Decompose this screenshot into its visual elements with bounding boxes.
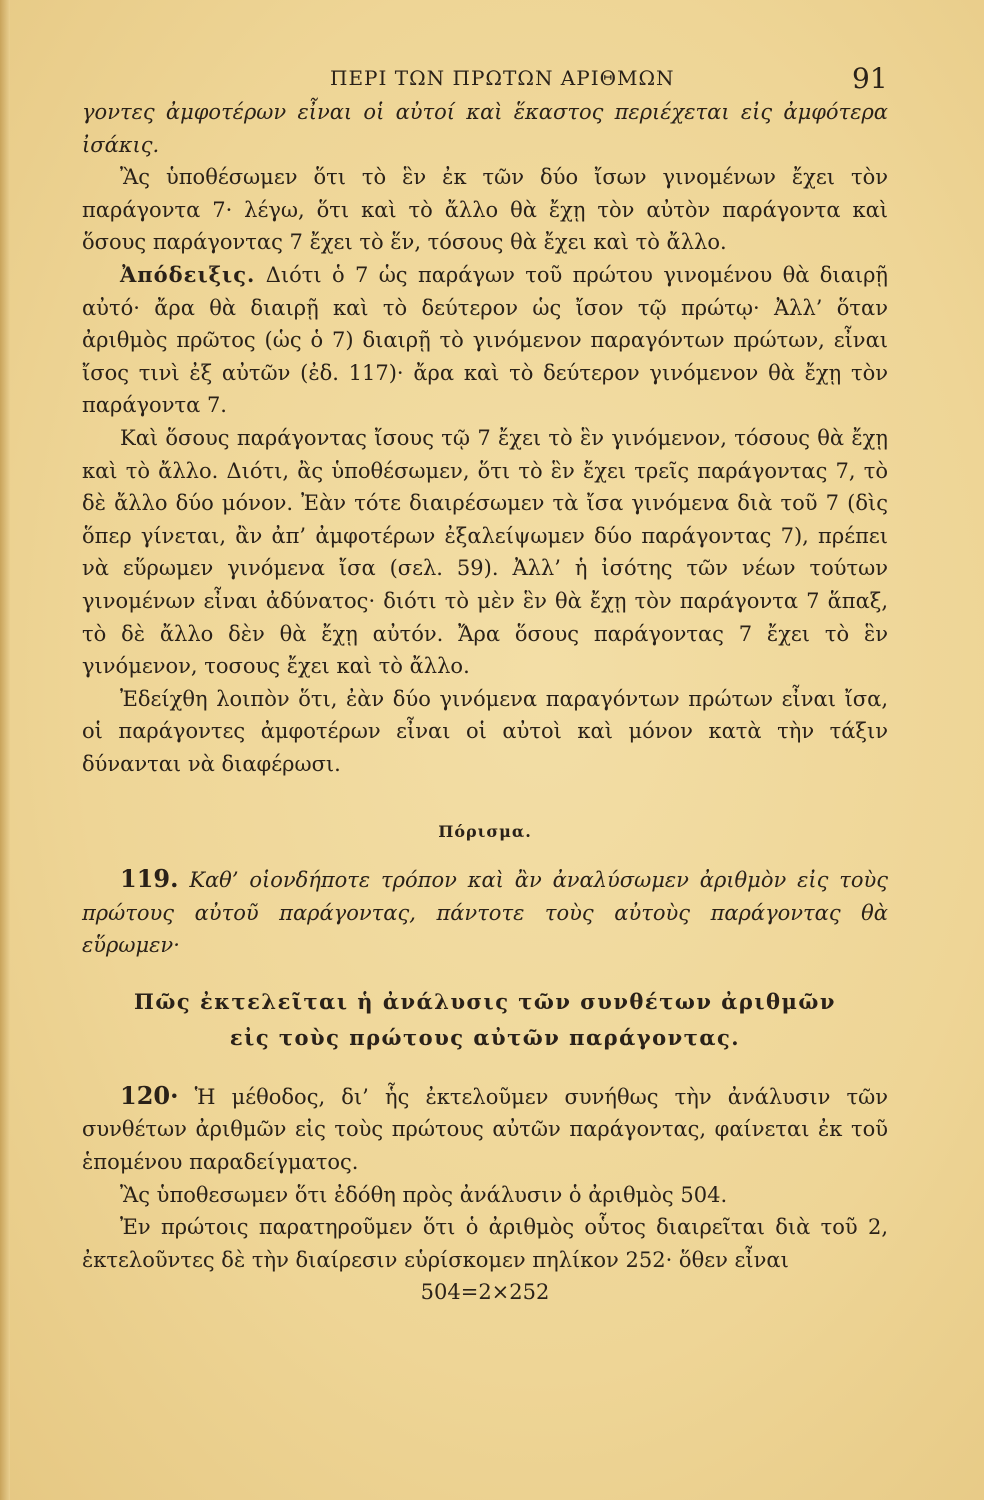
porisma-text: Καθ’ οἱονδήποτε τρόπον καὶ ἂν ἀναλύσωμεν ἀριθμὸν εἰς τοὺς πρώτους αὐτοῦ παράγοντας, πάντοτε τοὺς αὐτοὺς παράγοντας θὰ εὕρωμεν·: [82, 868, 888, 958]
paragraph-proof: [82, 259, 888, 422]
paragraph-hypothesis: Ἂς ὑποθέσωμεν ὅτι τὸ ἓν ἐκ τῶν δύο ἴσων γινομένων ἔχει τὸν παράγοντα 7· λέγω, ὅτι καὶ τὸ ἄλλο θὰ ἔχῃ τὸν αὐτὸν παράγοντα καὶ ὅσους παράγοντας 7 ἔχει τὸ ἕν, τόσους θὰ ἔχει καὶ τὸ ἄλλο.: [82, 165, 888, 255]
method-text: Ἡ μέθοδος, δι’ ἧς ἐκτελοῦμεν συνήθως τὴν ἀνάλυσιν τῶν συνθέτων ἀριθμῶν εἰς τοὺς πρώτους αὐτῶν παράγοντας, φαίνεται ἐκ τοῦ ἑπομένου παραδείγματος.: [82, 1084, 888, 1175]
page-spine-edge: [0, 0, 10, 1500]
section-title: [82, 984, 888, 1056]
equation: 504=2×252: [420, 1280, 550, 1305]
paragraph-division: Ἐν πρώτοις παρατηροῦμεν ὅτι ὁ ἀριθμὸς οὗτος διαιρεῖται διὰ τοῦ 2, ἐκτελοῦντες δὲ τὴν διαίρεσιν εὑρίσκομεν πηλίκον 252· ὅθεν εἶναι: [82, 1215, 888, 1272]
paragraph-example: Ἂς ὑποθεσωμεν ὅτι ἐδόθη πρὸς ἀνάλυσιν ὁ ἀριθμὸς 504.: [120, 1182, 728, 1207]
running-head: ΠΕΡΙ ΤΩΝ ΠΡΩΤΩΝ ΑΡΙΘΜΩΝ: [330, 66, 675, 90]
page-number: 91: [852, 62, 888, 95]
section-number: 120·: [120, 1080, 179, 1110]
section-title-line-2: εἰς τοὺς πρώτους αὐτῶν παράγοντας.: [229, 1024, 741, 1050]
page-body: [82, 96, 888, 1309]
porisma-number: 119.: [120, 864, 179, 894]
paragraph-method: [82, 1080, 888, 1179]
porisma-heading: Πόρισμα.: [438, 822, 532, 842]
paragraph-continuation: γοντες ἀμφοτέρων εἶναι οἱ αὐτοί καὶ ἕκαστος περιέχεται εἰς ἀμφότερα ἰσάκις.: [82, 100, 888, 157]
paragraph-conclusion: Ἐδείχθη λοιπὸν ὅτι, ἐὰν δύο γινόμενα παραγόντων πρώτων εἶναι ἴσα, οἱ παράγοντες ἀμφοτέρων εἶναι οἱ αὐτοὶ καὶ μόνον κατὰ τὴν τάξιν δύνανται νὰ διαφέρωσι.: [82, 686, 888, 776]
proof-label: Ἀπόδειξις.: [120, 261, 256, 287]
paragraph-count-argument: Καὶ ὅσους παράγοντας ἴσους τῷ 7 ἔχει τὸ ἓν γινόμενον, τόσους θὰ ἔχῃ καὶ τὸ ἄλλο. Διότι, ἂς ὑποθέσωμεν, ὅτι τὸ ἓν ἔχει τρεῖς παράγοντας 7, τὸ δὲ ἄλλο δύο μόνον. Ἐὰν τότε διαιρέσωμεν τὰ ἴσα γινόμενα διὰ τοῦ 7 (δὶς ὅπερ γίνεται, ἂν ἀπ’ ἀμφοτέρων ἐξαλείψωμεν δύο παράγοντας 7), πρέπει νὰ εὕρωμεν γινόμενα ἴσα (σελ. 59). Ἀλλ’ ἡ ἰσότης τῶν νέων τούτων γινομένων εἶναι ἀδύνατος· διότι τὸ μὲν ἓν θὰ ἔχῃ τὸν παράγοντα 7 ἅπαξ, τὸ δὲ ἄλλο δὲν θὰ ἔχῃ αὐτόν. Ἄρα ὅσους παράγοντας 7 ἔχει τὸ ἓν γινόμενον, τοσους ἔχει καὶ τὸ ἄλλο.: [82, 425, 888, 679]
proof-text: Διότι ὁ 7 ὡς παράγων τοῦ πρώτου γινομένου θὰ διαιρῇ αὐτό· ἄρα θὰ διαιρῇ καὶ τὸ δεύτερον ὡς ἴσον τῷ πρώτῳ· Ἀλλ’ ὅταν ἀριθμὸς πρῶτος (ὡς ὁ 7) διαιρῇ τὸ γινόμενον παραγόντων πρώτων, εἶναι ἴσος τινὶ ἐξ αὐτῶν (ἐδ. 117)· ἄρα καὶ τὸ δεύτερον γινόμενον θὰ ἔχῃ τὸν παράγοντα 7.: [82, 262, 888, 418]
section-title-line-1: Πῶς ἐκτελεῖται ἡ ἀνάλυσις τῶν συνθέτων ἀριθμῶν: [134, 988, 836, 1014]
paragraph-porisma: [82, 863, 888, 962]
